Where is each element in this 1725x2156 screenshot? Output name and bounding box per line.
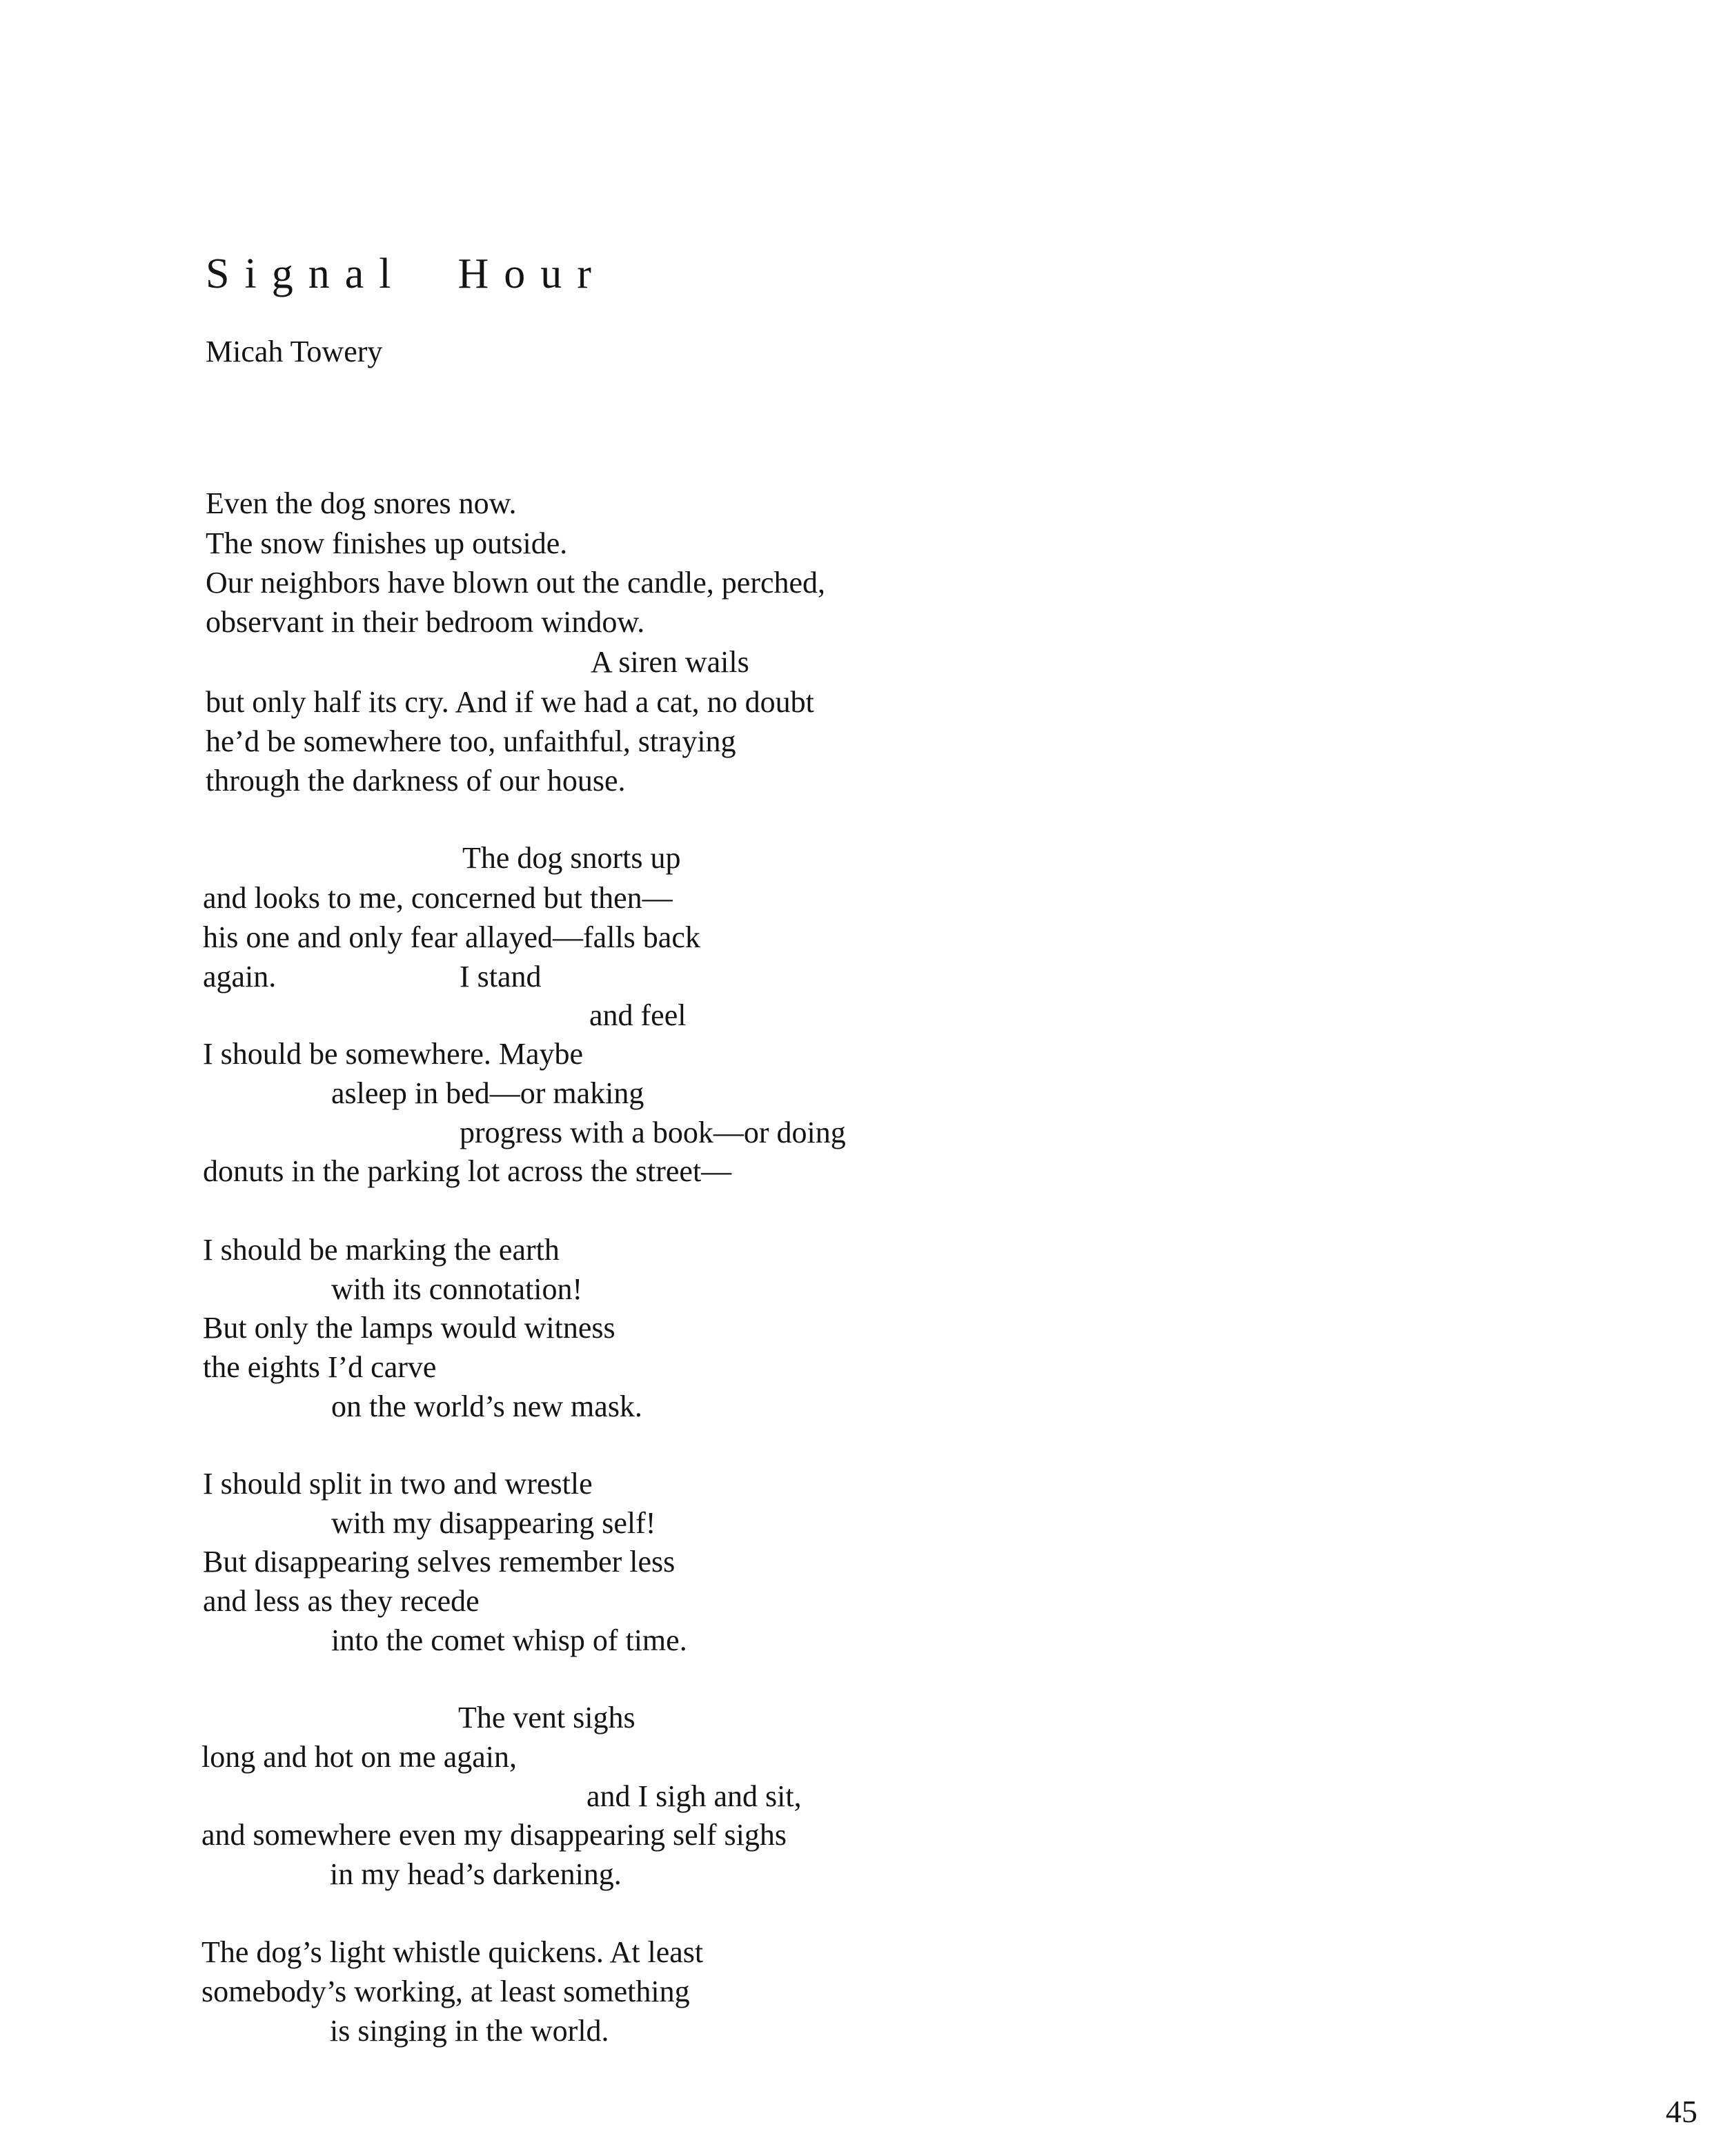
poem-line: somebody’s working, at least something (201, 1975, 690, 2008)
poem-line: But disappearing selves remember less (203, 1545, 676, 1579)
poem-line: long and hot on me again, (201, 1740, 518, 1774)
poem-line: and less as they recede (203, 1584, 480, 1618)
poem-line: donuts in the parking lot across the street— (203, 1154, 732, 1188)
poem-line: The dog snorts up (462, 841, 681, 875)
poem-line: The dog’s light whistle quickens. At least (201, 1935, 704, 1969)
poem-line: I should be somewhere. Maybe (203, 1037, 584, 1071)
poem-line: and looks to me, concerned but then— (203, 881, 673, 915)
poem-line: with its connotation! (331, 1272, 583, 1306)
poem-line: is singing in the world. (330, 2014, 609, 2048)
poem-line: progress with a book—or doing (460, 1116, 846, 1149)
poem-author: Micah Towery (206, 335, 383, 368)
poem-line: with my disappearing self! (331, 1506, 656, 1540)
poem-line: into the comet whisp of time. (331, 1623, 687, 1657)
poem-line: Our neighbors have blown out the candle, perched, (206, 566, 826, 600)
poem-line: I should be marking the earth (203, 1233, 560, 1267)
poem-line: asleep in bed—or making (331, 1076, 644, 1110)
poem-line: he’d be somewhere too, unfaithful, straying (206, 724, 736, 758)
poem-line: observant in their bedroom window. (206, 605, 645, 639)
page-number: 45 (1666, 2094, 1697, 2129)
poem-line: The snow finishes up outside. (206, 526, 568, 560)
poem-title: Signal Hour (206, 250, 607, 297)
poem-line: on the world’s new mask. (331, 1389, 642, 1423)
poem-line: The vent sighs (458, 1701, 635, 1734)
poem-line: A siren wails (591, 645, 749, 679)
poem-line: in my head’s darkening. (330, 1857, 622, 1891)
poem-line: his one and only fear allayed—falls back (203, 920, 700, 954)
poem-line: again. (203, 960, 277, 993)
poem-line: through the darkness of our house. (206, 764, 626, 798)
poem-line: I stand (460, 960, 542, 993)
poem-line: and feel (589, 998, 687, 1032)
poem-line: and I sigh and sit, (586, 1779, 802, 1813)
poem-line: But only the lamps would witness (203, 1311, 615, 1345)
poem-line: Even the dog snores now. (206, 486, 517, 520)
poem-line: but only half its cry. And if we had a cat, no doubt (206, 685, 814, 719)
poem-line: the eights I’d carve (203, 1350, 437, 1384)
poem-line: I should split in two and wrestle (203, 1467, 593, 1501)
poem-line: and somewhere even my disappearing self sighs (201, 1818, 787, 1852)
